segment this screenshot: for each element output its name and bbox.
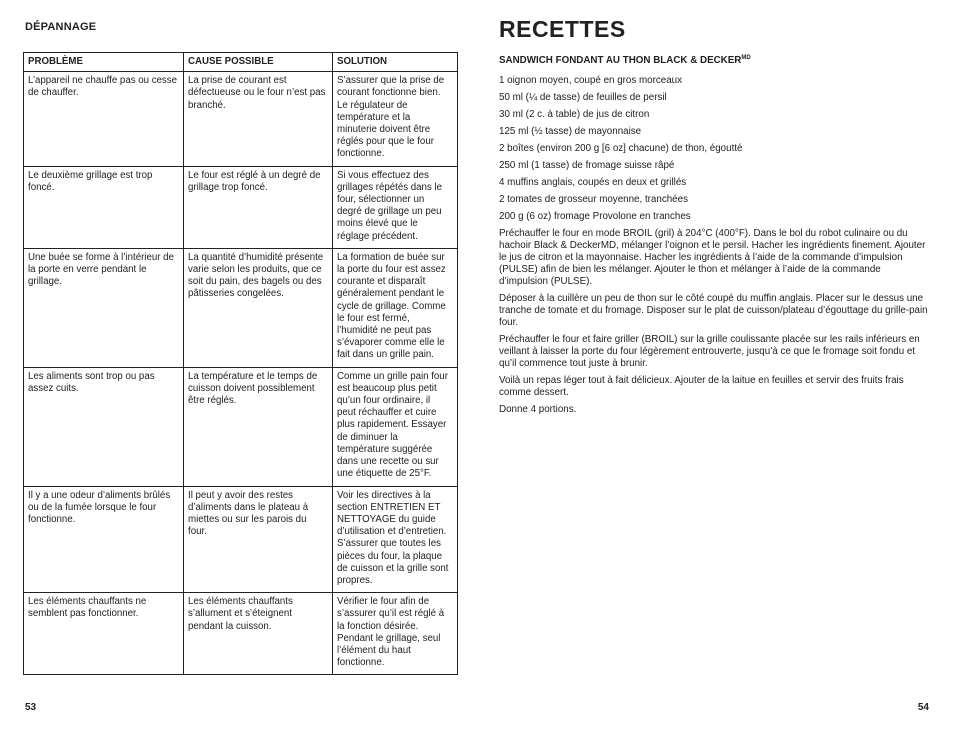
right-page bbox=[477, 0, 954, 738]
table-row bbox=[24, 593, 458, 675]
page-number-right: 54 bbox=[917, 702, 929, 713]
cause-cell: La quantité d’humidité présente varie selon les produits, que ce soit du pain, des bagels ou des pâtisseries congelées. bbox=[184, 248, 333, 367]
ingredient-item: 50 ml (¼ de tasse) de feuilles de persil bbox=[499, 92, 667, 103]
column-header-probleme: PROBLÈME bbox=[24, 53, 184, 72]
solution-cell: Voir les directives à la section ENTRETIEN ET NETTOYAGE du guide d’utilisation et d’entretien. S’assurer que toutes les pièces du four, la plaque de cuisson et la grille sont propres. bbox=[333, 486, 458, 593]
cause-cell: Les éléments chauffants s’allument et s’éteignent pendant la cuisson. bbox=[184, 593, 333, 675]
table-row bbox=[24, 248, 458, 367]
solution-cell: La formation de buée sur la porte du four est assez courante et disparaît généralement pendant le cycle de grillage. Comme le four est fermé, l’humidité ne peut pas s’évaporer comme elle le fait dans un grille pain. bbox=[333, 248, 458, 367]
instruction-paragraph: Voilà un repas léger tout à fait délicieux. Ajouter de la laitue en feuilles et servir des fruits frais comme dessert. bbox=[499, 375, 904, 398]
column-header-cause: CAUSE POSSIBLE bbox=[184, 53, 333, 72]
instruction-paragraph: Donne 4 portions. bbox=[499, 404, 577, 415]
recipe-name bbox=[499, 55, 751, 66]
ingredient-item: 1 oignon moyen, coupé en gros morceaux bbox=[499, 75, 682, 86]
ingredient-item: 125 ml (½ tasse) de mayonnaise bbox=[499, 126, 642, 137]
problem-cell: L’appareil ne chauffe pas ou cesse de chauffer. bbox=[24, 72, 184, 166]
problem-cell: Le deuxième grillage est trop foncé. bbox=[24, 166, 184, 248]
ingredient-item: 250 ml (1 tasse) de fromage suisse râpé bbox=[499, 160, 675, 171]
cause-cell: Le four est réglé à un degré de grillage trop foncé. bbox=[184, 166, 333, 248]
table-row bbox=[24, 166, 458, 248]
instruction-paragraph: Préchauffer le four en mode BROIL (gril) à 204°C (400°F). Dans le bol du robot culinaire ou du hachoir Black & DeckerMD, mélanger l’oignon et le persil. Hacher les ingrédients finement. Ajouter le jus de citron et la mayonnaise. Hacher les ingrédients à l’aide de la commande d’impulsion (PULSE) afin de bien les mélanger. Ajouter le thon et mélanger à l’aide de la commande d’impulsion (PULSE). bbox=[499, 228, 926, 287]
problem-cell: Les éléments chauffants ne semblent pas fonctionner. bbox=[24, 593, 184, 675]
ingredient-item: 2 boîtes (environ 200 g [6 oz] chacune) de thon, égoutté bbox=[499, 143, 743, 154]
problem-cell: Une buée se forme à l’intérieur de la porte en verre pendant le grillage. bbox=[24, 248, 184, 367]
instruction-paragraph: Préchauffer le four et faire griller (BROIL) sur la grille coulissante placée sur les rails inférieurs en veillant à laisser la porte du four légèrement entrouverte, jusqu’à ce que le fromage soit fondu et qu’il commence tout juste à brunir. bbox=[499, 334, 920, 369]
section-title-depannage: DÉPANNAGE bbox=[25, 21, 97, 33]
trademark-sup: MD bbox=[741, 55, 751, 61]
recipe-body bbox=[499, 75, 929, 421]
ingredient-item: 30 ml (2 c. à table) de jus de citron bbox=[499, 109, 650, 120]
page-title-recettes: RECETTES bbox=[499, 16, 626, 42]
instruction-paragraph: Déposer à la cuillère un peu de thon sur le côté coupé du muffin anglais. Placer sur le dessus une tranche de tomate et du fromage. Disposer sur le plat de cuisson/plateau d’égouttage du grille-pain four. bbox=[499, 293, 928, 328]
troubleshooting-table bbox=[23, 52, 458, 675]
table-header-row bbox=[24, 53, 458, 72]
page-number-left: 53 bbox=[25, 702, 37, 713]
ingredient-item: 4 muffins anglais, coupés en deux et grillés bbox=[499, 177, 687, 188]
ingredient-item: 200 g (6 oz) fromage Provolone en tranches bbox=[499, 211, 691, 222]
table-row bbox=[24, 367, 458, 486]
problem-cell: Les aliments sont trop ou pas assez cuits. bbox=[24, 367, 184, 486]
problem-cell: Il y a une odeur d’aliments brûlés ou de la fumée lorsque le four fonctionne. bbox=[24, 486, 184, 593]
cause-cell: La prise de courant est défectueuse ou le four n’est pas branché. bbox=[184, 72, 333, 166]
table-row bbox=[24, 486, 458, 593]
solution-cell: Vérifier le four afin de s’assurer qu’il est réglé à la fonction désirée. Pendant le grillage, seul l’élément du haut fonctionne. bbox=[333, 593, 458, 675]
solution-cell: Si vous effectuez des grillages répétés dans le four, sélectionner un degré de grillage un peu moins élevé que le réglage précédent. bbox=[333, 166, 458, 248]
table-row bbox=[24, 72, 458, 166]
cause-cell: Il peut y avoir des restes d’aliments dans le plateau à miettes ou sur les parois du four. bbox=[184, 486, 333, 593]
column-header-solution: SOLUTION bbox=[333, 53, 458, 72]
ingredient-item: 2 tomates de grosseur moyenne, tranchées bbox=[499, 194, 688, 205]
recipe-name-text: SANDWICH FONDANT AU THON BLACK & DECKER bbox=[499, 55, 742, 66]
solution-cell: Comme un grille pain four est beaucoup plus petit qu’un four ordinaire, il peut réchauffer et cuire plus rapidement. Essayer de diminuer la température suggérée dans une recette ou sur une étiquette de 25°F. bbox=[333, 367, 458, 486]
solution-cell: S’assurer que la prise de courant fonctionne bien. Le régulateur de température et la minuterie doivent être réglés pour que le four fonctionne. bbox=[333, 72, 458, 166]
cause-cell: La température et le temps de cuisson doivent possiblement être réglés. bbox=[184, 367, 333, 486]
